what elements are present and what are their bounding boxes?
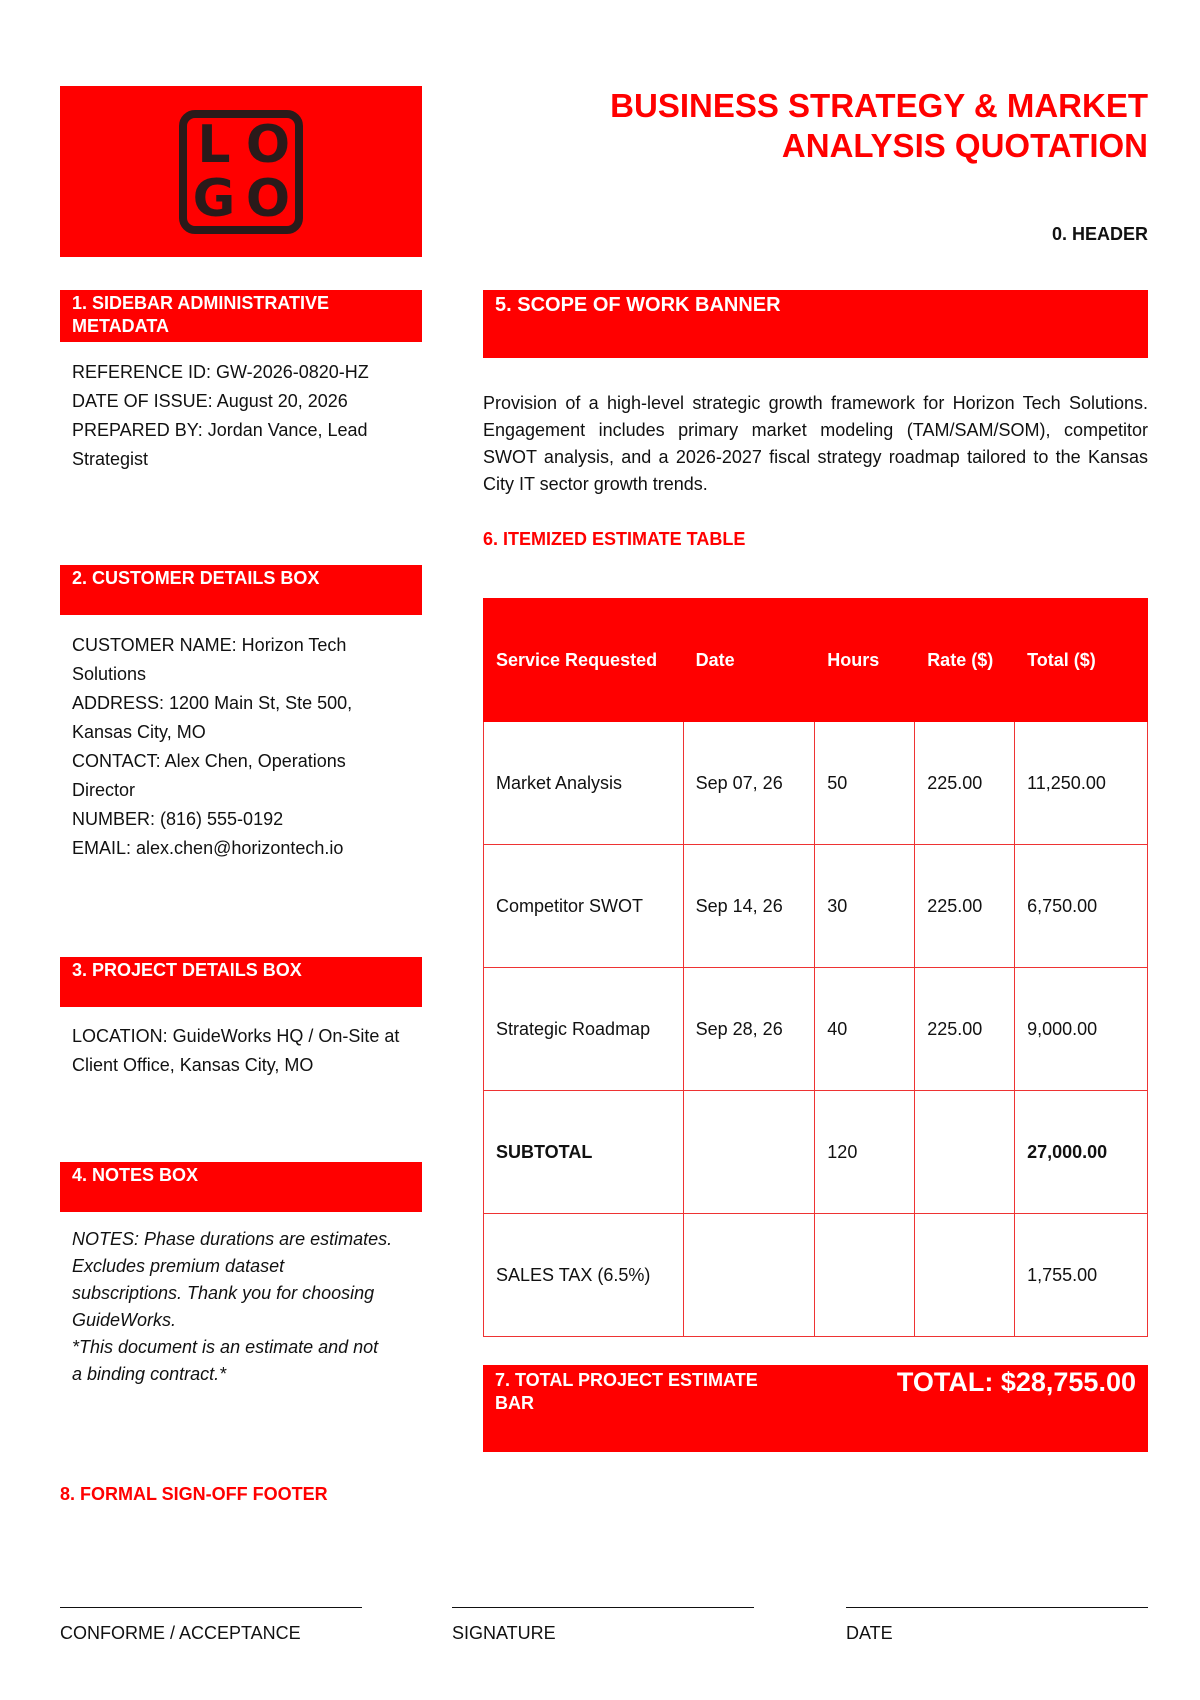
subtotal-hours: 120	[815, 1091, 915, 1214]
tax-hours	[815, 1214, 915, 1337]
logo-letter: G	[192, 168, 236, 229]
notes-line: GuideWorks.	[72, 1310, 177, 1330]
table-row	[484, 845, 1148, 968]
subtotal-rate	[915, 1091, 1015, 1214]
date-of-issue: DATE OF ISSUE: August 20, 2026	[72, 391, 348, 411]
prepared-by-cont: Strategist	[72, 449, 149, 469]
signoff-footer-heading: 8. FORMAL SIGN-OFF FOOTER	[60, 1484, 328, 1504]
signature-label: SIGNATURE	[452, 1623, 556, 1643]
prepared-by: PREPARED BY: Jordan Vance, Lead	[72, 420, 368, 440]
rate-cell: 225.00	[915, 845, 1015, 968]
notes-heading: 4. NOTES BOX	[60, 1162, 422, 1212]
column-header: Date	[683, 599, 815, 722]
column-header: Rate ($)	[915, 599, 1015, 722]
customer-line: EMAIL: alex.chen@horizontech.io	[72, 838, 344, 858]
column-header: Total ($)	[1015, 599, 1148, 722]
logo-letter: O	[245, 168, 291, 229]
date-cell: Sep 14, 26	[683, 845, 815, 968]
estimate-table-heading: 6. ITEMIZED ESTIMATE TABLE	[483, 529, 746, 549]
customer-line: Director	[72, 780, 136, 800]
customer-details-content	[72, 631, 422, 863]
tax-total: 1,755.00	[1015, 1214, 1148, 1337]
customer-line: ADDRESS: 1200 Main St, Ste 500,	[72, 693, 353, 713]
logo-letter: L	[197, 114, 231, 175]
total-bar-label-line: 7. TOTAL PROJECT ESTIMATE	[495, 1370, 758, 1390]
customer-line: NUMBER: (816) 555-0192	[72, 809, 284, 829]
heading-line: METADATA	[72, 316, 169, 336]
total-estimate-bar	[483, 1365, 1148, 1452]
date-cell: Sep 07, 26	[683, 722, 815, 845]
customer-line: CUSTOMER NAME: Horizon Tech	[72, 635, 347, 655]
subtotal-row	[484, 1091, 1148, 1214]
service-cell: Strategic Roadmap	[484, 968, 684, 1091]
rate-cell: 225.00	[915, 968, 1015, 1091]
subtotal-label: SUBTOTAL	[484, 1091, 684, 1214]
hours-cell: 50	[815, 722, 915, 845]
reference-id: REFERENCE ID: GW-2026-0820-HZ	[72, 362, 369, 382]
column-header: Service Requested	[484, 599, 684, 722]
notes-content	[72, 1226, 422, 1388]
title-line: ANALYSIS QUOTATION	[781, 127, 1148, 164]
acceptance-label: CONFORME / ACCEPTANCE	[60, 1623, 301, 1643]
tax-label: SALES TAX (6.5%)	[484, 1214, 684, 1337]
table-row	[484, 968, 1148, 1091]
date-signature-line	[846, 1607, 1148, 1608]
customer-line: CONTACT: Alex Chen, Operations	[72, 751, 346, 771]
notes-line: NOTES: Phase durations are estimates.	[72, 1229, 393, 1249]
table-header-row	[484, 599, 1148, 722]
sidebar-metadata-content	[72, 358, 422, 474]
date-cell: Sep 28, 26	[683, 968, 815, 1091]
notes-line: *This document is an estimate and not	[72, 1337, 379, 1357]
total-cell: 11,250.00	[1015, 722, 1148, 845]
tax-rate	[915, 1214, 1015, 1337]
project-line: Client Office, Kansas City, MO	[72, 1055, 314, 1075]
project-details-content	[72, 1022, 422, 1080]
hours-cell: 30	[815, 845, 915, 968]
notes-line: Excludes premium dataset	[72, 1256, 285, 1276]
estimate-table	[483, 598, 1148, 1337]
project-details-heading: 3. PROJECT DETAILS BOX	[60, 957, 422, 1007]
logo-letter: O	[245, 114, 291, 175]
title-line: BUSINESS STRATEGY & MARKET	[610, 87, 1148, 124]
service-cell: Competitor SWOT	[484, 845, 684, 968]
acceptance-signature-line	[60, 1607, 362, 1608]
notes-line: subscriptions. Thank you for choosing	[72, 1283, 375, 1303]
customer-line: Kansas City, MO	[72, 722, 206, 742]
heading-line: 1. SIDEBAR ADMINISTRATIVE	[72, 293, 330, 313]
scope-text: Provision of a high-level strategic growth framework for Horizon Tech Solutions. Engagement includes primary market modeling (TAM/SAM/SOM), competitor SWOT analysis, and a 2026-2027 fiscal strategy roadmap tailored to the Kansas City IT sector growth trends.	[483, 393, 1148, 494]
sidebar-metadata-heading	[60, 290, 422, 342]
column-header: Hours	[815, 599, 915, 722]
date-label: DATE	[846, 1623, 893, 1643]
document-title	[528, 86, 1148, 166]
tax-date	[683, 1214, 815, 1337]
notes-line: a binding contract.*	[72, 1364, 227, 1384]
rate-cell: 225.00	[915, 722, 1015, 845]
project-line: LOCATION: GuideWorks HQ / On-Site at	[72, 1026, 400, 1046]
subtotal-date	[683, 1091, 815, 1214]
signature-line	[452, 1607, 754, 1608]
scope-banner: 5. SCOPE OF WORK BANNER	[483, 290, 1148, 358]
subtotal-total: 27,000.00	[1015, 1091, 1148, 1214]
total-cell: 6,750.00	[1015, 845, 1148, 968]
customer-line: Solutions	[72, 664, 147, 684]
logo-banner	[60, 86, 422, 257]
total-amount: TOTAL: $28,755.00	[896, 1367, 1136, 1397]
customer-details-heading: 2. CUSTOMER DETAILS BOX	[60, 565, 422, 615]
total-bar-label	[495, 1369, 785, 1415]
tax-row	[484, 1214, 1148, 1337]
header-label: 0. HEADER	[1051, 224, 1148, 244]
hours-cell: 40	[815, 968, 915, 1091]
table-row	[484, 722, 1148, 845]
total-cell: 9,000.00	[1015, 968, 1148, 1091]
logo	[179, 110, 303, 234]
total-bar-label-line: BAR	[495, 1393, 534, 1413]
service-cell: Market Analysis	[484, 722, 684, 845]
